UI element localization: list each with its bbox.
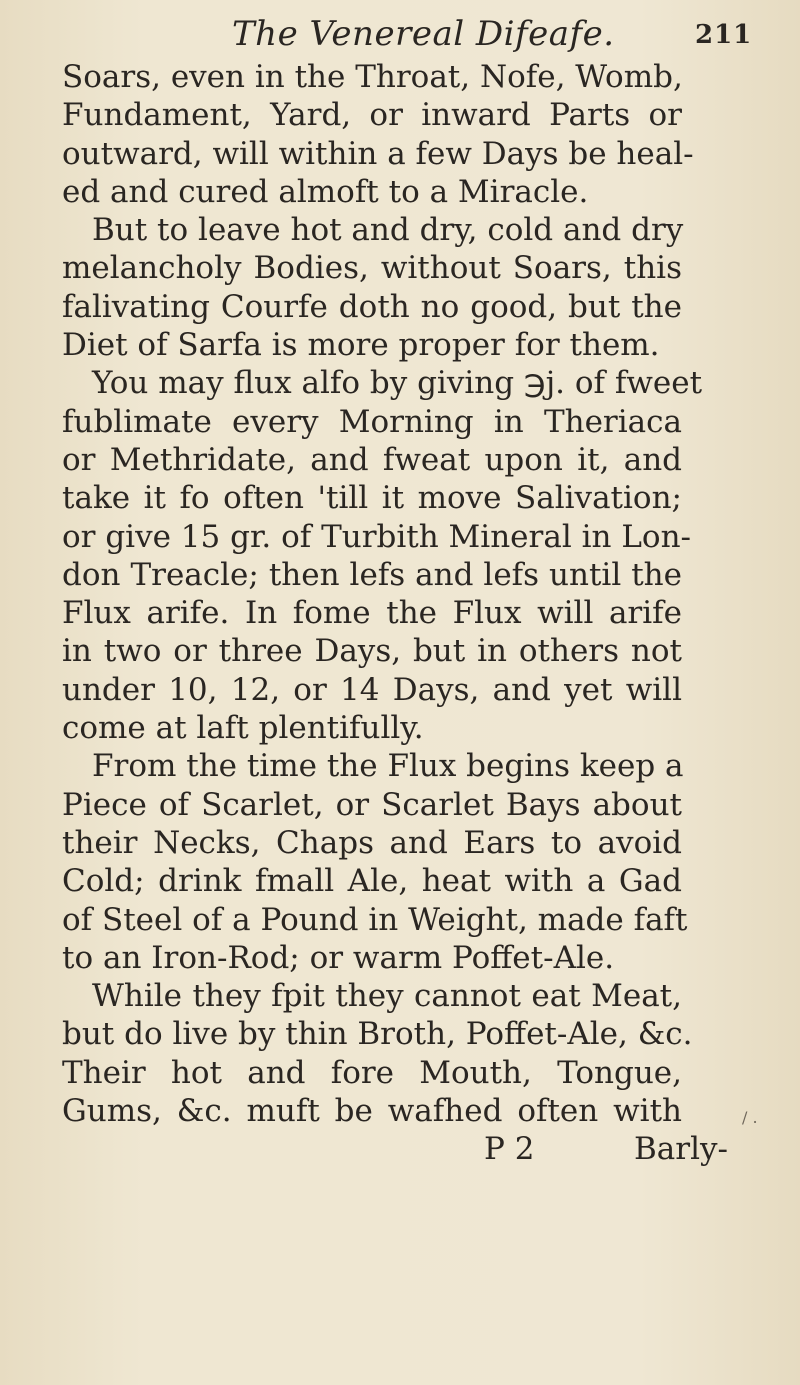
text-line: While they fpit they cannot eat Meat, xyxy=(92,978,682,1015)
text-line: come at laft plentifully. xyxy=(62,710,424,747)
running-title: The Venereal Difeafe. xyxy=(232,14,615,54)
text-line: You may flux alfo by giving ℈j. of fweet xyxy=(92,365,703,402)
text-line: or give 15 gr. of Turbith Mineral in Lon- xyxy=(62,518,692,555)
margin-mark: / . xyxy=(742,1108,758,1127)
body-text xyxy=(62,58,728,1169)
page-header xyxy=(0,14,800,64)
text-line: fublimate every Morning in Theriaca xyxy=(62,403,682,440)
page-number: 211 xyxy=(695,20,753,50)
text-line: melancholy Bodies, without Soars, this xyxy=(62,250,682,287)
text-line: falivating Courfe doth no good, but the xyxy=(62,288,682,325)
text-line: Gums, &c. muft be wafhed often with xyxy=(62,1093,682,1130)
text-line: Diet of Sarfa is more proper for them. xyxy=(62,327,660,364)
text-line: under 10, 12, or 14 Days, and yet will xyxy=(62,671,682,708)
catchword: Barly- xyxy=(634,1131,728,1168)
text-line: take it fo often 'till it move Salivation; xyxy=(62,480,682,517)
text-line: Fundament, Yard, or inward Parts or xyxy=(62,97,682,134)
text-line: or Methridate, and fweat upon it, and xyxy=(62,441,682,478)
footer-line xyxy=(62,1130,728,1168)
text-line: From the time the Flux begins keep a xyxy=(92,748,684,785)
text-line: Cold; drink fmall Ale, heat with a Gad xyxy=(62,863,682,900)
text-line: of Steel of a Pound in Weight, made faft xyxy=(62,901,688,938)
signature-mark: P 2 xyxy=(484,1131,535,1168)
text-line: Flux arife. In fome the Flux will arife xyxy=(62,595,682,632)
text-line: outward, will within a few Days be heal- xyxy=(62,135,694,172)
text-line: in two or three Days, but in others not xyxy=(62,633,682,670)
text-line: ed and cured almoft to a Miracle. xyxy=(62,173,589,210)
text-line: but do live by thin Broth, Poffet-Ale, &c. xyxy=(62,1016,693,1053)
text-line: don Treacle; then lefs and lefs until the xyxy=(62,556,682,593)
text-line: to an Iron-Rod; or warm Poffet-Ale. xyxy=(62,939,615,976)
text-line: Their hot and fore Mouth, Tongue, xyxy=(62,1054,682,1091)
text-line: But to leave hot and dry, cold and dry xyxy=(92,212,684,249)
text-line: their Necks, Chaps and Ears to avoid xyxy=(62,824,682,861)
text-line: Soars, even in the Throat, Nofe, Womb, xyxy=(62,59,683,95)
text-line: Piece of Scarlet, or Scarlet Bays about xyxy=(62,786,682,823)
